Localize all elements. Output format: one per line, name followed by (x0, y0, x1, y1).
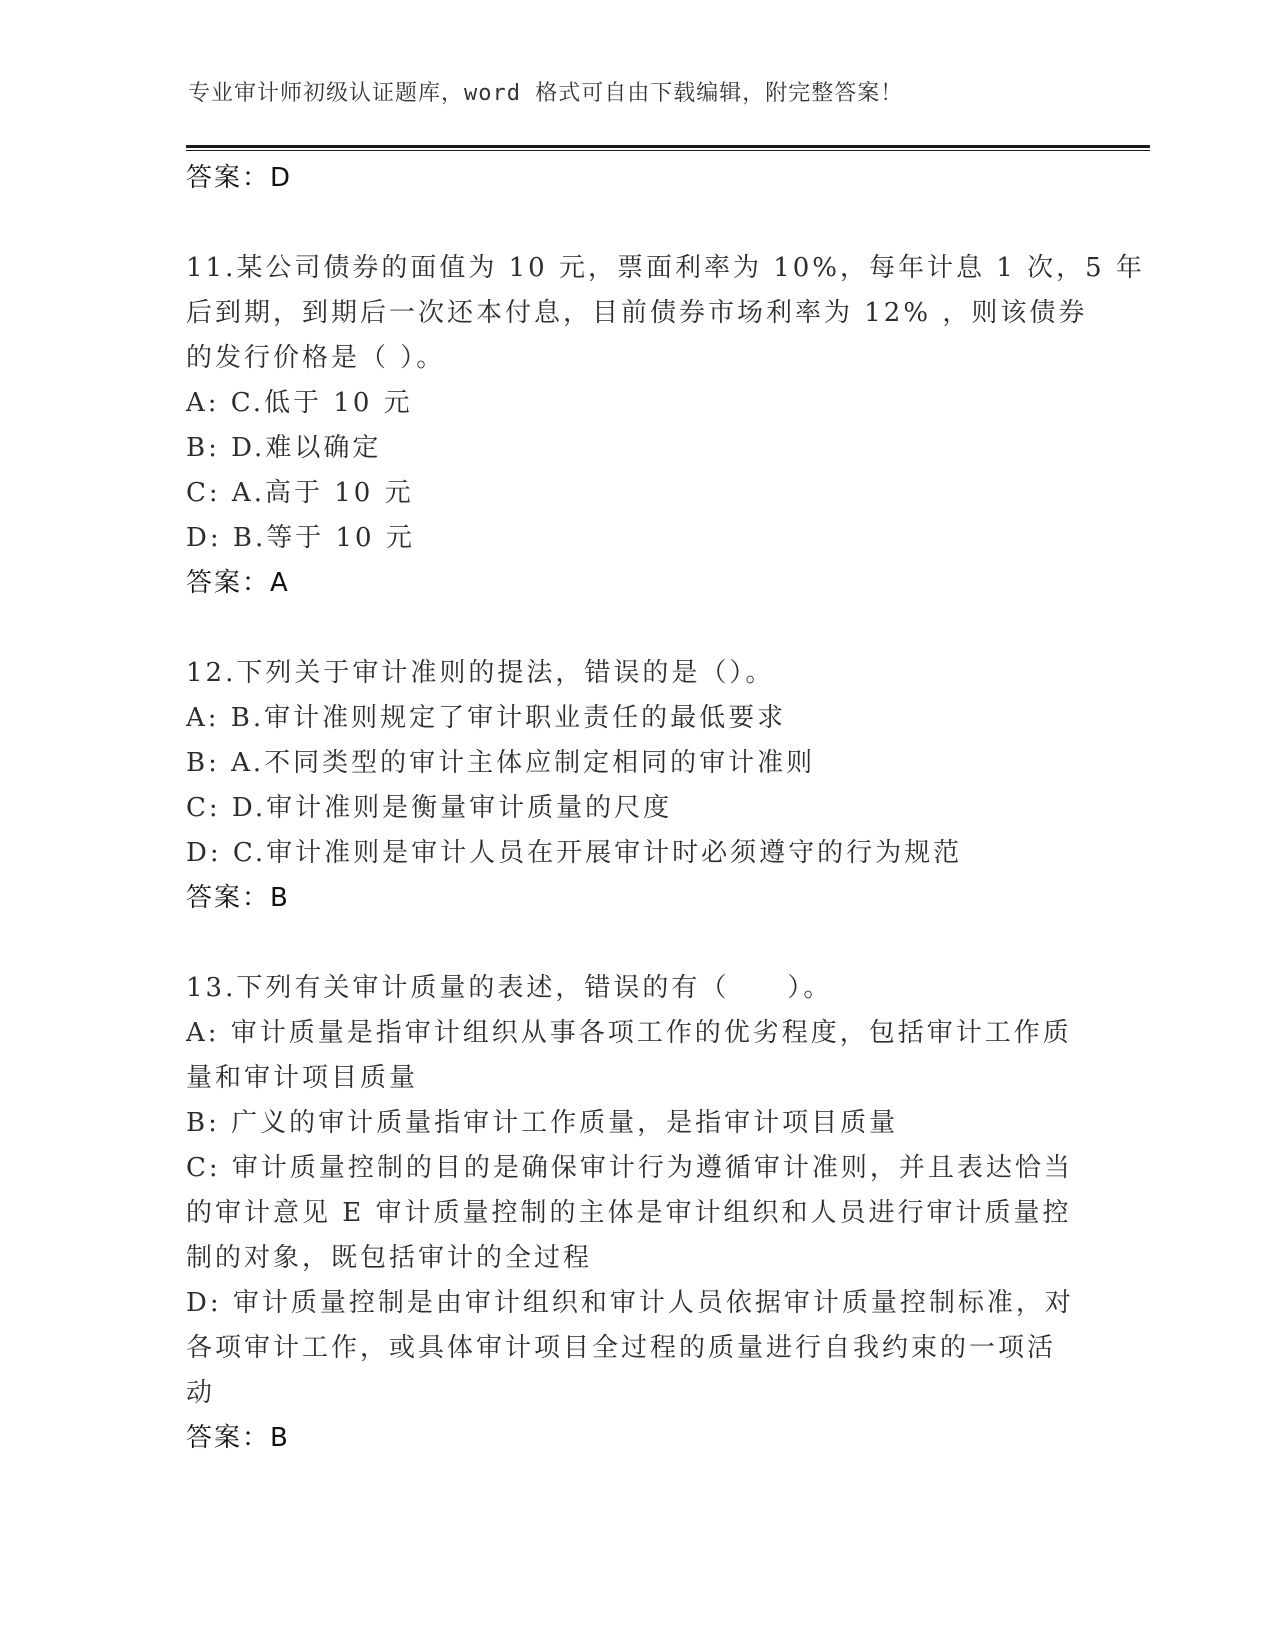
question-stem: 后到期，到期后一次还本付息，目前债券市场利率为 12% ，则该债券 (186, 298, 1088, 328)
spacer (186, 921, 1086, 966)
question-stem: 12.下列关于审计准则的提法，错误的是（）。 (186, 658, 775, 688)
option-d: D: 审计质量控制是由审计组织和审计人员依据审计质量控制标准，对 (186, 1288, 1074, 1318)
option-d: D: B.等于 10 元 (186, 523, 415, 553)
option-a: A: C.低于 10 元 (186, 388, 413, 418)
option-a-cont: 量和审计项目质量 (186, 1063, 419, 1093)
option-b: B: 广义的审计质量指审计工作质量，是指审计项目质量 (186, 1108, 899, 1138)
question-stem: 11.某公司债券的面值为 10 元，票面利率为 10%，每年计息 1 次，5 年 (186, 253, 1145, 283)
spacer (186, 201, 1086, 246)
answer-label: 答案：B (186, 883, 290, 913)
question-list (186, 156, 1145, 1461)
option-a: A: B.审计准则规定了审计职业责任的最低要求 (186, 703, 787, 733)
question-stem: 的发行价格是（ ）。 (186, 343, 446, 373)
spacer (186, 606, 1086, 651)
option-b: B: D.难以确定 (186, 433, 382, 463)
option-c: C: 审计质量控制的目的是确保审计行为遵循审计准则，并且表达恰当 (186, 1153, 1073, 1183)
option-d-cont: 动 (186, 1378, 216, 1408)
answer-label: 答案：B (186, 1423, 290, 1453)
option-c-cont: 制的对象，既包括审计的全过程 (186, 1243, 593, 1273)
option-a: A: 审计质量是指审计组织从事各项工作的优劣程度，包括审计工作质 (186, 1018, 1072, 1048)
option-c: C: D.审计准则是衡量审计质量的尺度 (186, 793, 673, 823)
option-d: D: C.审计准则是审计人员在开展审计时必须遵守的行为规范 (186, 838, 963, 868)
option-d-cont: 各项审计工作，或具体审计项目全过程的质量进行自我约束的一项活 (186, 1333, 1057, 1363)
question-11 (186, 246, 1145, 606)
option-c-cont: 的审计意见 E 审计质量控制的主体是审计组织和人员进行审计质量控 (186, 1198, 1072, 1228)
option-c: C: A.高于 10 元 (186, 478, 414, 508)
question-stem: 13.下列有关审计质量的表述，错误的有（ ）。 (186, 973, 833, 1003)
header-divider (186, 145, 1150, 148)
answer-label: 答案：D (186, 163, 293, 193)
question-13 (186, 966, 1086, 1461)
page-header: 专业审计师初级认证题库，word 格式可自由下载编辑，附完整答案！ (188, 81, 904, 106)
answer-label: 答案：A (186, 568, 290, 598)
header-divider-thin (186, 150, 1150, 151)
option-b: B: A.不同类型的审计主体应制定相同的审计准则 (186, 748, 816, 778)
question-12 (186, 651, 1086, 921)
